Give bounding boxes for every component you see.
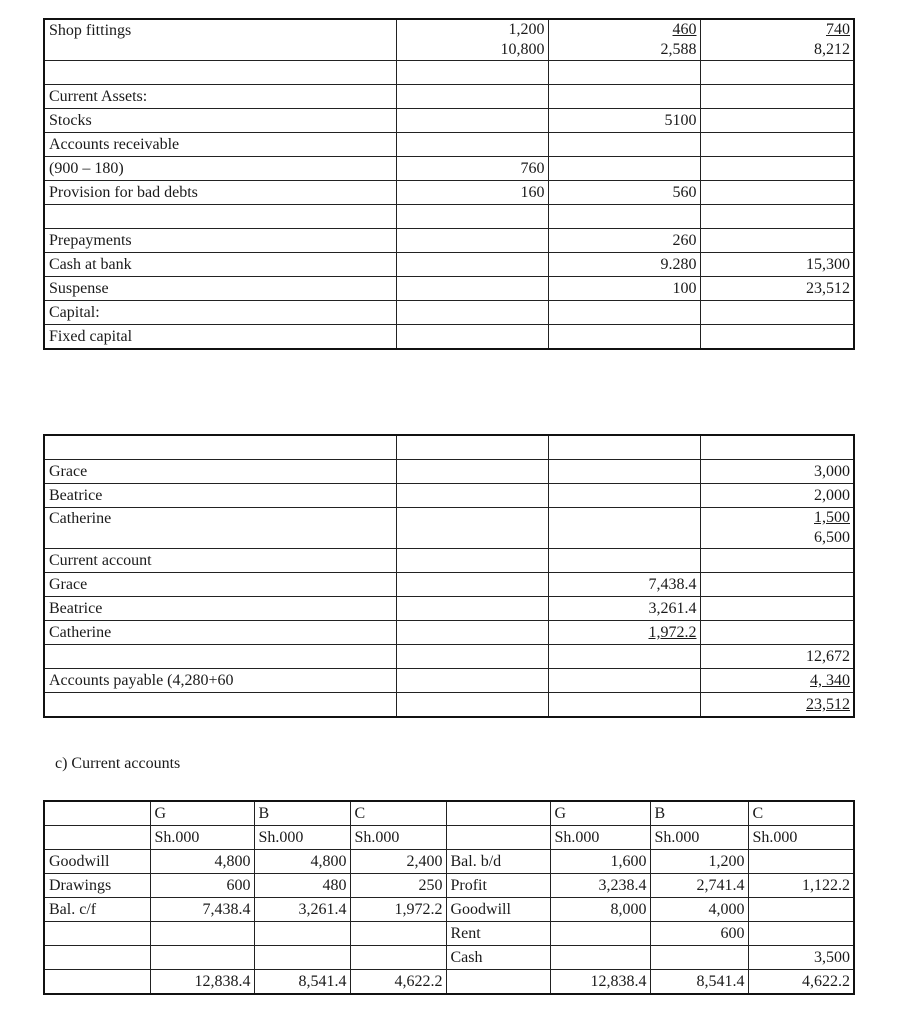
amount-cell: [700, 19, 854, 61]
table-row: [44, 181, 854, 205]
amount-cell: [396, 325, 548, 350]
row-label: Shop fittings: [44, 19, 396, 61]
amount-cell: 2,400: [350, 850, 446, 874]
balance-sheet-capital-table: [43, 434, 855, 718]
amount-cell: [396, 460, 548, 484]
section-heading: c) Current accounts: [55, 755, 181, 772]
row-label: Fixed capital: [44, 325, 396, 350]
amount-cell: [396, 549, 548, 573]
amount-cell: 4, 340: [700, 669, 854, 693]
amount-cell: 3,261.4: [548, 597, 700, 621]
amount-cell: [700, 621, 854, 645]
table-row: [44, 460, 854, 484]
header-cell: Sh.000: [254, 826, 350, 850]
amount-cell: 1,972.2: [350, 898, 446, 922]
table-row: [44, 301, 854, 325]
amount-cell: [396, 621, 548, 645]
total-cell: 4,622.2: [350, 970, 446, 995]
amount-cell: 3,000: [700, 460, 854, 484]
amount-cell: [700, 61, 854, 85]
amount-cell: [396, 19, 548, 61]
amount-cell: [396, 229, 548, 253]
amount-cell: [396, 253, 548, 277]
row-label: Grace: [44, 460, 396, 484]
table-row: [44, 508, 854, 549]
total-cell: 12,838.4: [550, 970, 650, 995]
amount-cell: 12,672: [700, 645, 854, 669]
row-label: Goodwill: [446, 898, 550, 922]
row-label: Drawings: [44, 874, 150, 898]
row-label: Beatrice: [44, 484, 396, 508]
row-label: Bal. b/d: [446, 850, 550, 874]
row-label: [44, 435, 396, 460]
amount-cell: [700, 109, 854, 133]
amount-cell: [396, 508, 548, 549]
amount-value: 10,800: [500, 41, 545, 58]
table-row: [44, 922, 854, 946]
amount-cell: [700, 301, 854, 325]
row-label: Bal. c/f: [44, 898, 150, 922]
table-row: [44, 549, 854, 573]
amount-cell: [548, 693, 700, 718]
amount-cell: [548, 85, 700, 109]
header-cell: C: [748, 801, 854, 826]
table-row: [44, 898, 854, 922]
amount-value: 1,200: [508, 21, 545, 38]
table-row: [44, 325, 854, 350]
amount-cell: 9.280: [548, 253, 700, 277]
amount-cell: [396, 597, 548, 621]
row-label: Current Assets:: [44, 85, 396, 109]
amount-cell: [548, 205, 700, 229]
amount-cell: 23,512: [700, 277, 854, 301]
amount-cell: [350, 946, 446, 970]
amount-cell: [150, 946, 254, 970]
header-cell: G: [550, 801, 650, 826]
amount-cell: 3,500: [748, 946, 854, 970]
row-label: Suspense: [44, 277, 396, 301]
amount-cell: 2,000: [700, 484, 854, 508]
row-label: Prepayments: [44, 229, 396, 253]
amount-cell: [548, 484, 700, 508]
header-cell: [446, 801, 550, 826]
total-cell: 12,838.4: [150, 970, 254, 995]
amount-cell: 250: [350, 874, 446, 898]
row-label: Accounts receivable: [44, 133, 396, 157]
amount-cell: [700, 549, 854, 573]
amount-cell: 4,800: [150, 850, 254, 874]
amount-cell: 2,741.4: [650, 874, 748, 898]
table-row: [44, 277, 854, 301]
amount-cell: 260: [548, 229, 700, 253]
header-cell: B: [254, 801, 350, 826]
amount-cell: 600: [150, 874, 254, 898]
amount-cell: [548, 645, 700, 669]
amount-cell: [700, 85, 854, 109]
current-accounts-table: [43, 800, 855, 995]
amount-cell: 8,000: [550, 898, 650, 922]
amount-cell: [700, 181, 854, 205]
table-row: [44, 669, 854, 693]
amount-cell: [396, 435, 548, 460]
amount-cell: [550, 946, 650, 970]
amount-cell: 4,800: [254, 850, 350, 874]
amount-cell: 1,600: [550, 850, 650, 874]
table-row: [44, 19, 854, 61]
amount-cell: [254, 922, 350, 946]
amount-cell: 1,122.2: [748, 874, 854, 898]
header-cell: Sh.000: [350, 826, 446, 850]
amount-value: 460: [672, 21, 697, 38]
amount-cell: [748, 898, 854, 922]
table-row: [44, 693, 854, 718]
amount-cell: [700, 325, 854, 350]
amount-cell: 23,512: [700, 693, 854, 718]
amount-cell: [548, 669, 700, 693]
table-row: [44, 157, 854, 181]
amount-cell: [700, 157, 854, 181]
row-label: Catherine: [44, 508, 396, 549]
balance-sheet-assets-table: [43, 18, 855, 350]
amount-cell: 160: [396, 181, 548, 205]
row-label: Catherine: [44, 621, 396, 645]
amount-cell: [650, 946, 748, 970]
table-row: [44, 253, 854, 277]
row-label: Stocks: [44, 109, 396, 133]
amount-cell: [396, 109, 548, 133]
amount-cell: [548, 133, 700, 157]
row-label: Profit: [446, 874, 550, 898]
amount-cell: [548, 508, 700, 549]
amount-cell: [700, 205, 854, 229]
amount-cell: [396, 277, 548, 301]
row-label: (900 – 180): [44, 157, 396, 181]
row-label: [44, 970, 150, 995]
amount-cell: [396, 669, 548, 693]
header-cell: C: [350, 801, 446, 826]
amount-cell: [550, 922, 650, 946]
row-label: Goodwill: [44, 850, 150, 874]
table-row: [44, 435, 854, 460]
amount-cell: [700, 597, 854, 621]
table-row: [44, 484, 854, 508]
amount-cell: 600: [650, 922, 748, 946]
table-row: [44, 946, 854, 970]
amount-value: 1,500: [814, 509, 850, 526]
table-row: [44, 133, 854, 157]
row-label: [446, 970, 550, 995]
table-row: [44, 109, 854, 133]
table-row: [44, 229, 854, 253]
amount-cell: [396, 693, 548, 718]
header-cell: Sh.000: [150, 826, 254, 850]
row-label: [44, 693, 396, 718]
table-row: [44, 645, 854, 669]
table-row: [44, 573, 854, 597]
amount-cell: [548, 19, 700, 61]
table-row: [44, 850, 854, 874]
amount-cell: 7,438.4: [150, 898, 254, 922]
amount-cell: 100: [548, 277, 700, 301]
amount-cell: [548, 61, 700, 85]
header-cell: B: [650, 801, 748, 826]
amount-cell: [548, 549, 700, 573]
row-label: [44, 946, 150, 970]
amount-cell: 760: [396, 157, 548, 181]
row-label: Grace: [44, 573, 396, 597]
header-row: [44, 826, 854, 850]
amount-cell: [150, 922, 254, 946]
amount-cell: 3,238.4: [550, 874, 650, 898]
row-label: [44, 645, 396, 669]
amount-cell: [700, 435, 854, 460]
row-label: Beatrice: [44, 597, 396, 621]
amount-cell: [396, 645, 548, 669]
table-row: [44, 621, 854, 645]
amount-cell: 7,438.4: [548, 573, 700, 597]
amount-cell: [350, 922, 446, 946]
amount-cell: [396, 85, 548, 109]
amount-cell: [548, 325, 700, 350]
amount-cell: [396, 573, 548, 597]
amount-cell: [254, 946, 350, 970]
amount-value: 2,588: [660, 41, 697, 58]
amount-cell: 480: [254, 874, 350, 898]
table-row: [44, 85, 854, 109]
amount-value: 8,212: [814, 41, 850, 58]
header-cell: Sh.000: [748, 826, 854, 850]
amount-cell: [700, 133, 854, 157]
amount-cell: 4,000: [650, 898, 748, 922]
amount-cell: [700, 508, 854, 549]
amount-value: 6,500: [814, 529, 850, 546]
amount-value: 740: [826, 21, 850, 38]
amount-cell: [548, 157, 700, 181]
table-row: [44, 597, 854, 621]
amount-cell: [396, 205, 548, 229]
amount-cell: 15,300: [700, 253, 854, 277]
amount-cell: [700, 573, 854, 597]
amount-cell: [548, 460, 700, 484]
table-row: [44, 205, 854, 229]
total-cell: 4,622.2: [748, 970, 854, 995]
header-cell: [44, 801, 150, 826]
amount-cell: [548, 435, 700, 460]
table-row: [44, 61, 854, 85]
total-cell: 8,541.4: [254, 970, 350, 995]
row-label: Current account: [44, 549, 396, 573]
amount-cell: [748, 850, 854, 874]
amount-cell: [396, 301, 548, 325]
row-label: Provision for bad debts: [44, 181, 396, 205]
amount-cell: 5100: [548, 109, 700, 133]
amount-cell: [396, 61, 548, 85]
header-row: [44, 801, 854, 826]
row-label: Accounts payable (4,280+60: [44, 669, 396, 693]
amount-cell: [396, 133, 548, 157]
header-cell: Sh.000: [550, 826, 650, 850]
totals-row: [44, 970, 854, 995]
amount-cell: [548, 301, 700, 325]
header-cell: [44, 826, 150, 850]
row-label: [44, 61, 396, 85]
amount-cell: [396, 484, 548, 508]
total-cell: 8,541.4: [650, 970, 748, 995]
amount-cell: 1,972.2: [548, 621, 700, 645]
row-label: [44, 922, 150, 946]
row-label: Rent: [446, 922, 550, 946]
row-label: Cash at bank: [44, 253, 396, 277]
header-cell: G: [150, 801, 254, 826]
amount-cell: 560: [548, 181, 700, 205]
amount-cell: [700, 229, 854, 253]
table-row: [44, 874, 854, 898]
amount-cell: 1,200: [650, 850, 748, 874]
row-label: Cash: [446, 946, 550, 970]
amount-cell: 3,261.4: [254, 898, 350, 922]
row-label: Capital:: [44, 301, 396, 325]
amount-cell: [748, 922, 854, 946]
header-cell: Sh.000: [650, 826, 748, 850]
header-cell: [446, 826, 550, 850]
row-label: [44, 205, 396, 229]
